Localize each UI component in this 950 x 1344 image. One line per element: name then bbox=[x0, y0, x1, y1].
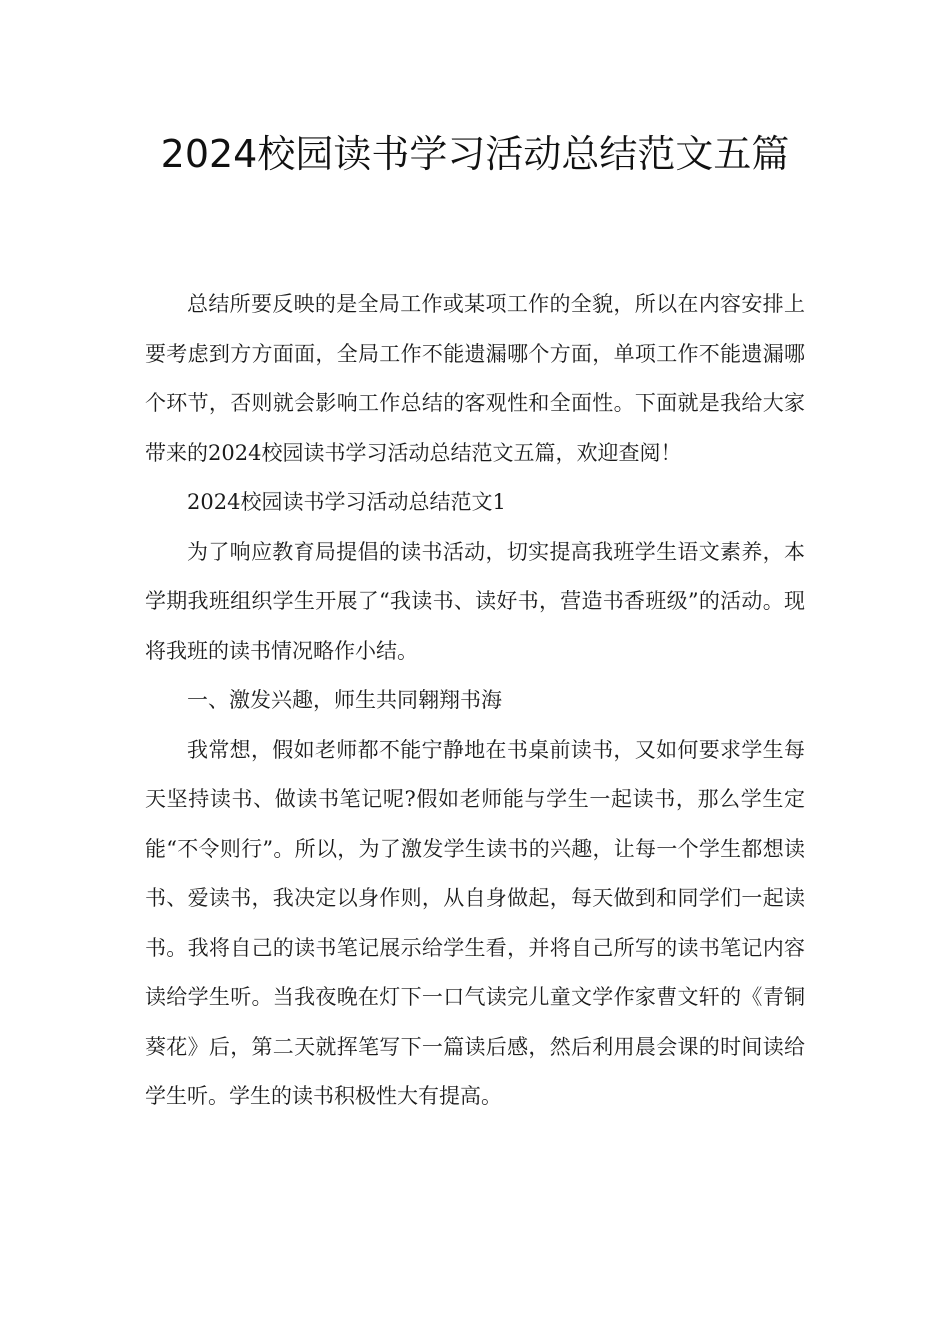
intro-paragraph: 总结所要反映的是全局工作或某项工作的全貌，所以在内容安排上要考虑到方方面面，全局工作不能遗漏哪个方面，单项工作不能遗漏哪个环节，否则就会影响工作总结的客观性和全面性。下面就是我给大家带来的2024校园读书学习活动总结范文五篇，欢迎查阅！ bbox=[145, 292, 805, 465]
document-title: 2024校园读书学习活动总结范文五篇 bbox=[160, 132, 790, 176]
section-heading-sample-1: 2024校园读书学习活动总结范文1 bbox=[187, 490, 506, 514]
subsection-heading: 一、激发兴趣，师生共同翱翔书海 bbox=[187, 688, 502, 712]
body-paragraph: 为了响应教育局提倡的读书活动，切实提高我班学生语文素养，本学期我班组织学生开展了“我读书、读好书，营造书香班级”的活动。现将我班的读书情况略作小结。 bbox=[145, 539, 805, 663]
document-body bbox=[145, 280, 805, 1122]
body-paragraph: 我常想，假如老师都不能宁静地在书桌前读书，又如何要求学生每天坚持读书、做读书笔记呢?假如老师能与学生一起读书，那么学生定能“不令则行”。所以，为了激发学生读书的兴趣，让每一个学生都想读书、爱读书，我决定以身作则，从自身做起，每天做到和同学们一起读书。我将自己的读书笔记展示给学生看，并将自己所写的读书笔记内容读给学生听。当我夜晚在灯下一口气读完儿童文学作家曹文轩的《青铜葵花》后，第二天就挥笔写下一篇读后感，然后利用晨会课的时间读给学生听。学生的读书积极性大有提高。 bbox=[145, 737, 805, 1108]
